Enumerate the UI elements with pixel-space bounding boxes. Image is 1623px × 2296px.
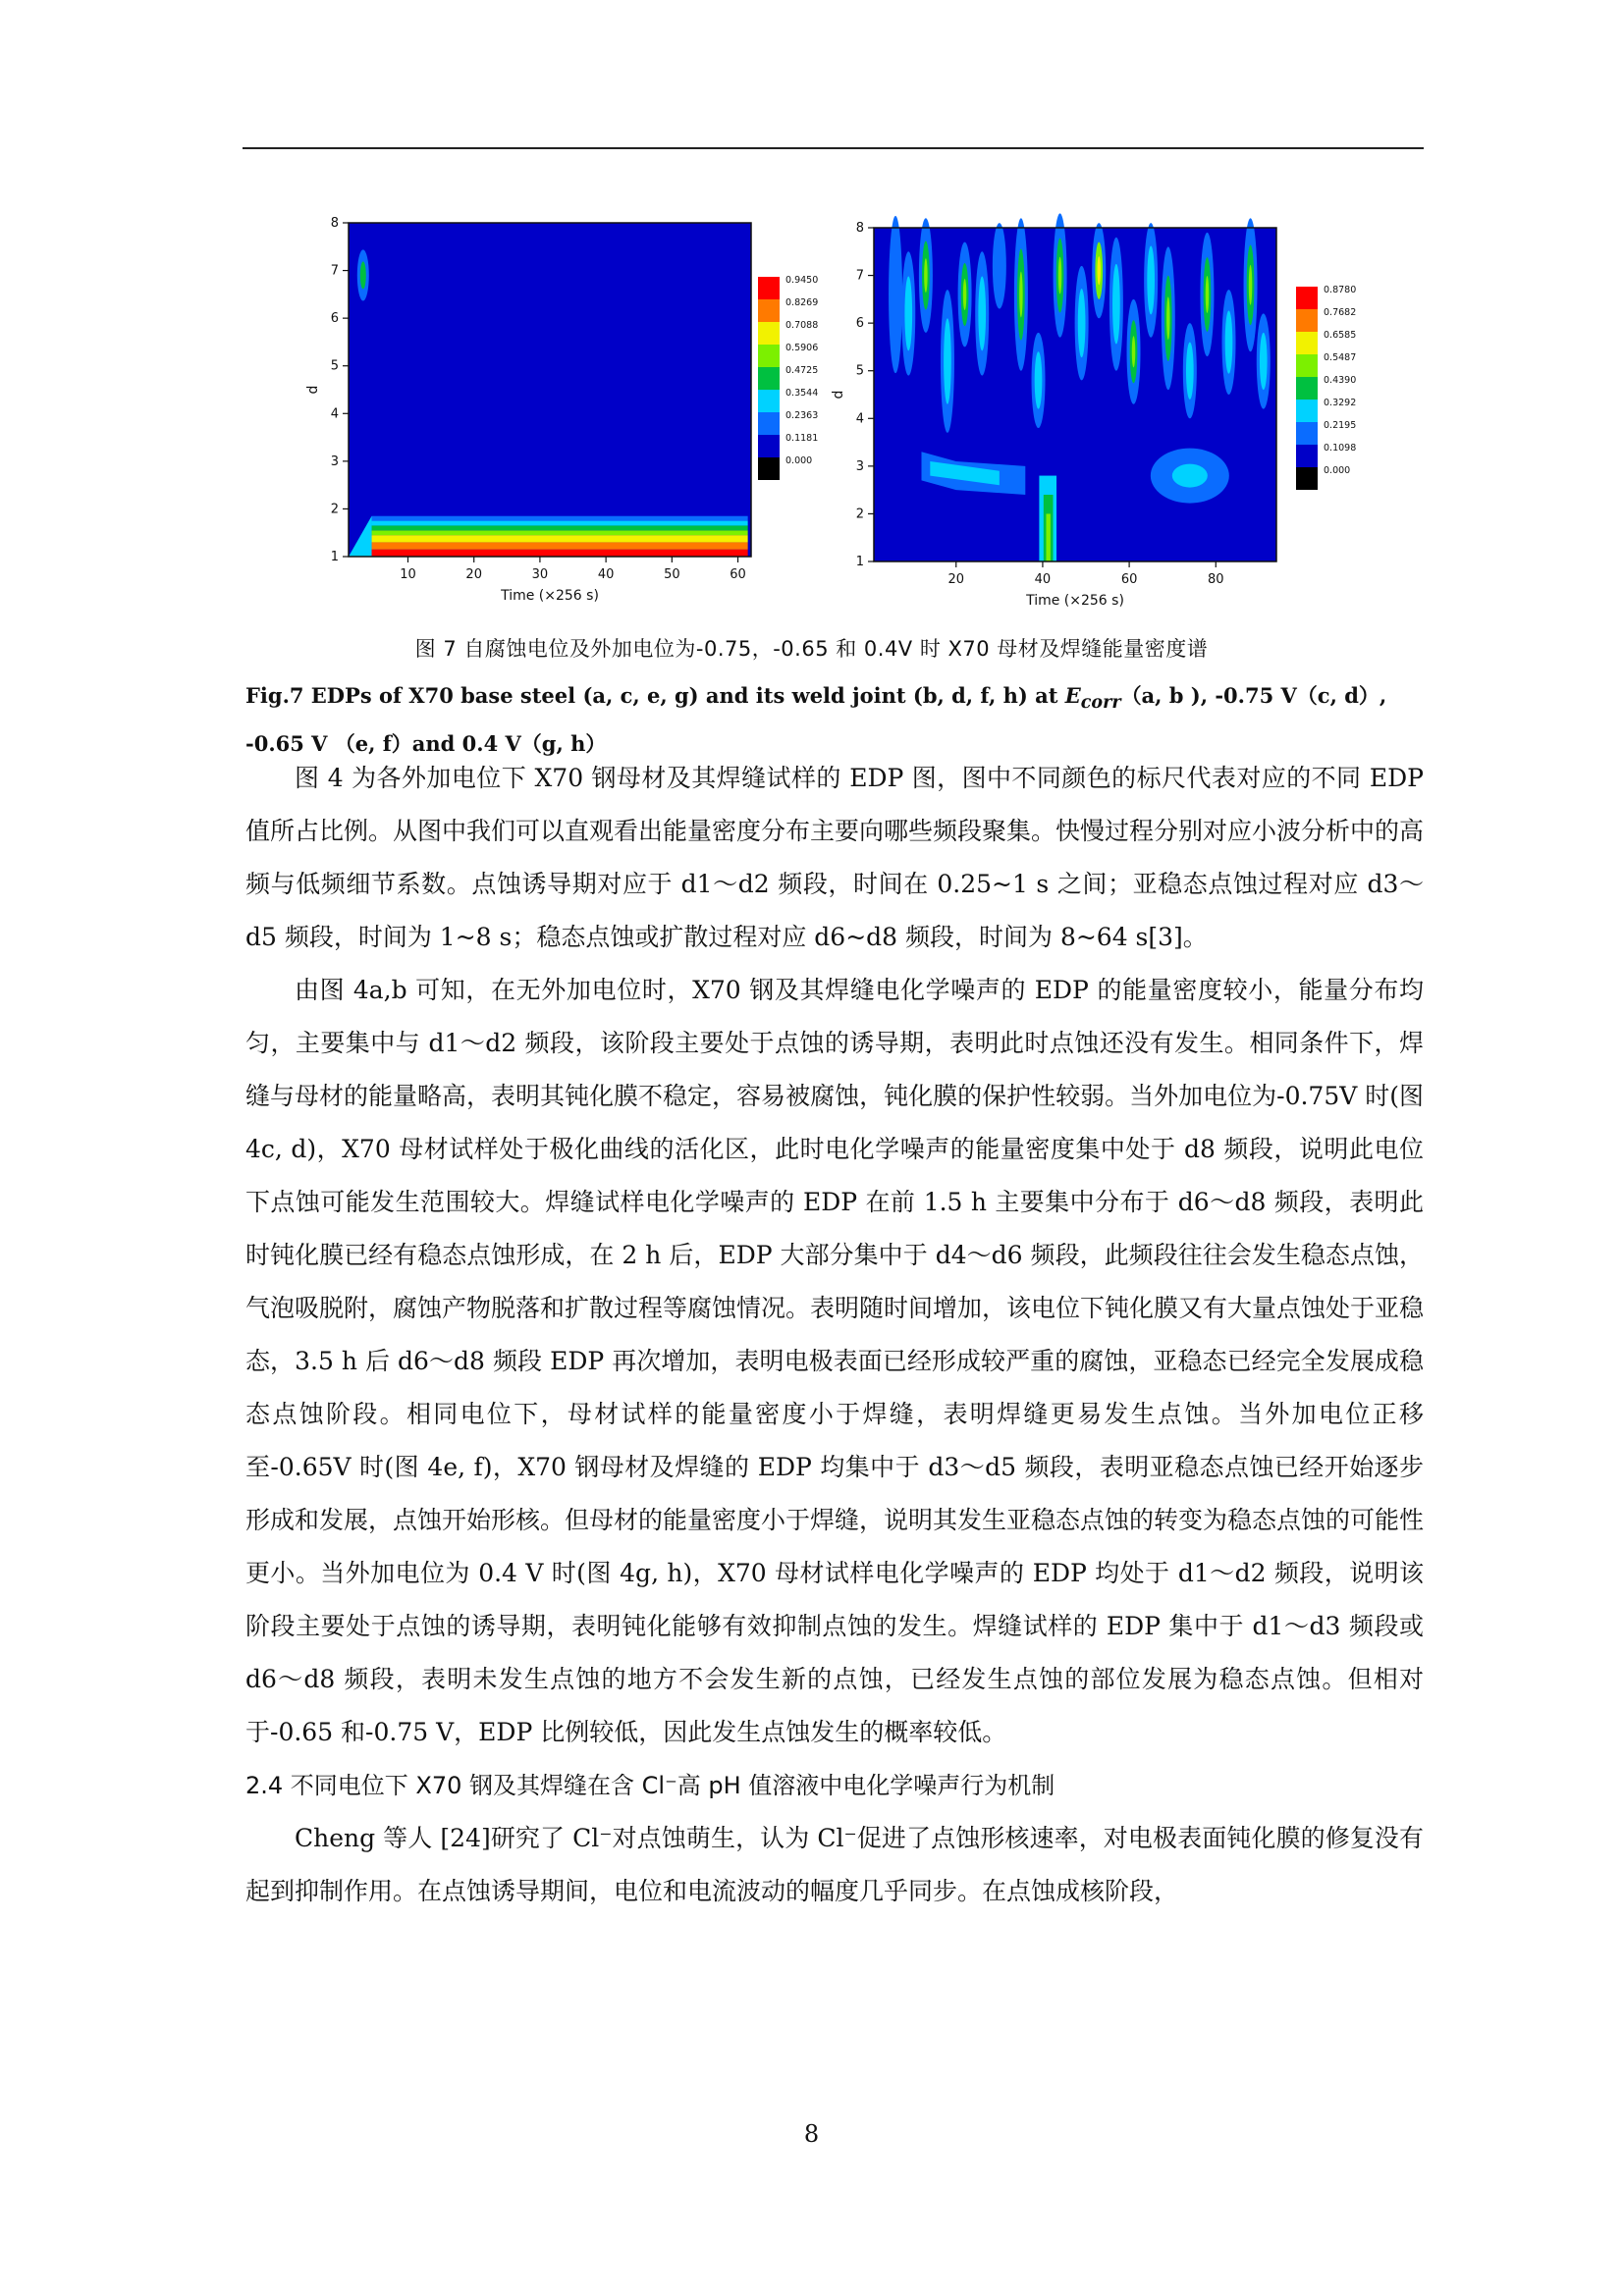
legend-label: 0.8269 bbox=[785, 297, 819, 308]
legend-label: 0.000 bbox=[785, 455, 813, 466]
energy-band bbox=[372, 550, 748, 557]
legend-label: 0.2363 bbox=[785, 410, 819, 421]
paragraph: 由图 4a,b 可知，在无外加电位时，X70 钢及其焊缝电化学噪声的 EDP 的能量密度较小，能量分布均匀，主要集中与 d1～d2 频段，该阶段主要处于点蚀的诱导期，表明此时点蚀还没有发生。相同条件下，焊缝与母材的能量略高，表明其钝化膜不稳定，容易被腐蚀，钝化膜的保护性较弱。当外加电位为-0.75V 时(图 4c, d)，X70 母材试样处于极化曲线的活化区，此时电化学噪声的能量密度集中处于 d8 频段，说明此电位下点蚀可能发生范围较大。焊缝试样电化学噪声的 EDP 在前 1.5 h 主要集中分布于 d6～d8 频段，表明此时钝化膜已经有稳态点蚀形成，在 2 h 后，EDP 大部分集中于 d4～d6 频段，此频段往往会发生稳态点蚀，气泡吸脱附，腐蚀产物脱落和扩散过程等腐蚀情况。表明随时间增加，该电位下钝化膜又有大量点蚀处于亚稳态，3.5 h 后 d6～d8 频段 EDP 再次增加，表明电极表面已经形成较严重的腐蚀，亚稳态已经完全发展成稳态点蚀阶段。相同电位下，母材试样的能量密度小于焊缝，表明焊缝更易发生点蚀。当外加电位正移至-0.65V 时(图 4e, f)，X70 钢母材及焊缝的 EDP 均集中于 d3～d5 频段，表明亚稳态点蚀已经开始逐步形成和发展，点蚀开始形核。但母材的能量密度小于焊缝，说明其发生亚稳态点蚀的转变为稳态点蚀的可能性更小。当外加电位为 0.4 V 时(图 4g, h)，X70 母材试样电化学噪声的 EDP 均处于 d1～d2 频段，说明该阶段主要处于点蚀的诱导期，表明钝化能够有效抑制点蚀的发生。焊缝试样的 EDP 集中于 d1～d3 频段或 d6～d8 频段，表明未发生点蚀的地方不会发生新的点蚀，已经发生点蚀的部位发展为稳态点蚀。但相对于-0.65 和-0.75 V，EDP 比例较低，因此发生点蚀发生的概率较低。 bbox=[245, 976, 1425, 1746]
energy-streak bbox=[1166, 296, 1170, 340]
energy-streak bbox=[944, 318, 951, 403]
legend-label: 0.3544 bbox=[785, 388, 819, 399]
y-tick-label: 8 bbox=[855, 221, 864, 236]
legend-swatch bbox=[758, 367, 780, 390]
y-tick-label: 7 bbox=[855, 268, 864, 284]
legend-swatch bbox=[1296, 445, 1318, 467]
x-tick-label: 30 bbox=[531, 567, 549, 582]
y-axis-label: d bbox=[305, 385, 321, 395]
energy-streak bbox=[924, 258, 928, 293]
x-tick-label: 20 bbox=[465, 567, 482, 582]
energy-streak bbox=[1225, 311, 1233, 374]
edp-chart-weld-joint bbox=[831, 216, 1380, 628]
legend-label: 0.5906 bbox=[785, 343, 819, 353]
legend-swatch bbox=[758, 299, 780, 322]
y-tick-label: 3 bbox=[855, 458, 864, 474]
x-axis-label: Time (×256 s) bbox=[1026, 593, 1124, 609]
x-tick-label: 10 bbox=[400, 567, 416, 582]
legend-swatch bbox=[758, 435, 780, 457]
x-axis-label: Time (×256 s) bbox=[501, 588, 599, 604]
legend-label: 0.1098 bbox=[1324, 443, 1357, 454]
energy-spot bbox=[360, 261, 366, 289]
legend-swatch bbox=[1296, 467, 1318, 490]
figure-caption-cn: 图 7 自腐蚀电位及外加电位为-0.75，-0.65 和 0.4V 时 X70 母材及焊缝能量密度谱 bbox=[414, 637, 1209, 661]
y-tick-label: 3 bbox=[330, 454, 339, 469]
energy-streak bbox=[1097, 256, 1101, 285]
y-tick-label: 7 bbox=[330, 263, 339, 279]
page-number: 8 bbox=[803, 2120, 820, 2148]
energy-streak bbox=[1249, 265, 1253, 305]
energy-column bbox=[1046, 513, 1050, 561]
legend-label: 0.2195 bbox=[1324, 420, 1357, 431]
plot-background bbox=[349, 223, 751, 557]
legend-label: 0.9450 bbox=[785, 275, 819, 286]
legend-label: 0.000 bbox=[1324, 465, 1351, 476]
header-rule bbox=[243, 147, 1424, 149]
legend-swatch bbox=[1296, 332, 1318, 354]
x-tick-label: 50 bbox=[664, 567, 680, 582]
y-tick-label: 1 bbox=[330, 550, 339, 564]
legend-label: 0.4725 bbox=[785, 365, 819, 376]
energy-streak bbox=[1112, 264, 1120, 345]
figure-caption-en: Fig.7 EDPs of X70 base steel (a, c, e, g) and its weld joint (b, d, f, h) at $E_{corr}(a$, b ), -0.75 V（c, d）, -0.65 V （e, f）and 0.4 V（g, h） bbox=[245, 683, 1387, 757]
energy-streak bbox=[904, 277, 912, 351]
legend-swatch bbox=[758, 322, 780, 345]
legend-label: 0.4390 bbox=[1324, 375, 1357, 386]
energy-streak bbox=[978, 277, 986, 351]
x-tick-label: 20 bbox=[947, 572, 965, 587]
energy-band bbox=[372, 516, 748, 521]
paragraph: Cheng 等人 [24]研究了 Cl⁻对点蚀萌生，认为 Cl⁻促进了点蚀形核速率，对电极表面钝化膜的修复没有起到抑制作用。在点蚀诱导期间，电位和电流波动的幅度几乎同步。在点蚀成核阶段， bbox=[245, 1824, 1424, 1905]
legend-label: 0.1181 bbox=[785, 433, 819, 444]
energy-streak bbox=[1260, 333, 1268, 390]
energy-streak bbox=[1078, 289, 1086, 357]
legend-label: 0.7088 bbox=[785, 320, 819, 331]
energy-streak bbox=[1147, 245, 1155, 314]
energy-streak bbox=[892, 247, 899, 342]
legend-swatch bbox=[758, 457, 780, 480]
x-tick-label: 40 bbox=[597, 567, 615, 582]
y-tick-label: 6 bbox=[330, 311, 339, 327]
legend-label: 0.3292 bbox=[1324, 398, 1357, 408]
y-tick-label: 6 bbox=[855, 316, 864, 332]
paragraph: 图 4 为各外加电位下 X70 钢母材及其焊缝试样的 EDP 图，图中不同颜色的标尺代表对应的不同 EDP 值所占比例。从图中我们可以直观看出能量密度分布主要向哪些频段聚集。快慢过程分别对应小波分析中的高频与低频细节系数。点蚀诱导期对应于 d1～d2 频段，时间在 0.25~1 s 之间；亚稳态点蚀过程对应 d3～d5 频段，时间为 1~8 s；稳态点蚀或扩散过程对应 d6~d8 频段，时间为 8~64 s[3]。 bbox=[245, 764, 1425, 951]
y-tick-label: 5 bbox=[855, 363, 864, 379]
y-axis-label: d bbox=[831, 390, 846, 400]
edp-chart-base-steel bbox=[304, 211, 835, 623]
legend-swatch bbox=[1296, 422, 1318, 445]
y-tick-label: 1 bbox=[855, 555, 864, 569]
y-tick-label: 4 bbox=[330, 406, 339, 422]
energy-streak bbox=[1058, 257, 1062, 294]
legend-swatch bbox=[758, 345, 780, 367]
y-tick-label: 2 bbox=[855, 507, 864, 522]
legend-swatch bbox=[1296, 400, 1318, 422]
energy-streak bbox=[963, 279, 967, 310]
energy-streak bbox=[1206, 276, 1210, 313]
legend-label: 0.5487 bbox=[1324, 352, 1357, 363]
y-tick-label: 2 bbox=[330, 502, 339, 517]
x-tick-label: 40 bbox=[1034, 572, 1052, 587]
energy-streak bbox=[1186, 343, 1194, 400]
y-tick-label: 8 bbox=[330, 216, 339, 231]
energy-streak bbox=[1035, 351, 1043, 408]
legend-swatch bbox=[1296, 377, 1318, 400]
legend-swatch bbox=[1296, 287, 1318, 309]
energy-band bbox=[372, 535, 748, 542]
energy-streak bbox=[996, 240, 1003, 292]
legend-swatch bbox=[758, 412, 780, 435]
energy-band bbox=[372, 525, 748, 530]
energy-region bbox=[1172, 464, 1208, 488]
energy-streak bbox=[1019, 272, 1023, 318]
energy-band bbox=[372, 530, 748, 535]
energy-band bbox=[372, 521, 748, 526]
legend-swatch bbox=[758, 277, 780, 299]
legend-swatch bbox=[1296, 354, 1318, 377]
plot-background bbox=[874, 228, 1276, 561]
legend-label: 0.8780 bbox=[1324, 285, 1357, 295]
y-tick-label: 4 bbox=[855, 411, 864, 427]
x-tick-label: 80 bbox=[1208, 572, 1224, 587]
legend-label: 0.7682 bbox=[1324, 307, 1357, 318]
legend-swatch bbox=[758, 390, 780, 412]
energy-streak bbox=[1132, 336, 1136, 367]
legend-label: 0.6585 bbox=[1324, 330, 1357, 341]
legend-swatch bbox=[1296, 309, 1318, 332]
body-text bbox=[245, 752, 1424, 1918]
energy-band bbox=[372, 542, 748, 549]
section-heading: 2.4 不同电位下 X70 钢及其焊缝在含 Cl⁻高 pH 值溶液中电化学噪声行为机制 bbox=[245, 1772, 1055, 1799]
y-tick-label: 5 bbox=[330, 358, 339, 374]
x-tick-label: 60 bbox=[1120, 572, 1138, 587]
x-tick-label: 60 bbox=[730, 567, 746, 582]
